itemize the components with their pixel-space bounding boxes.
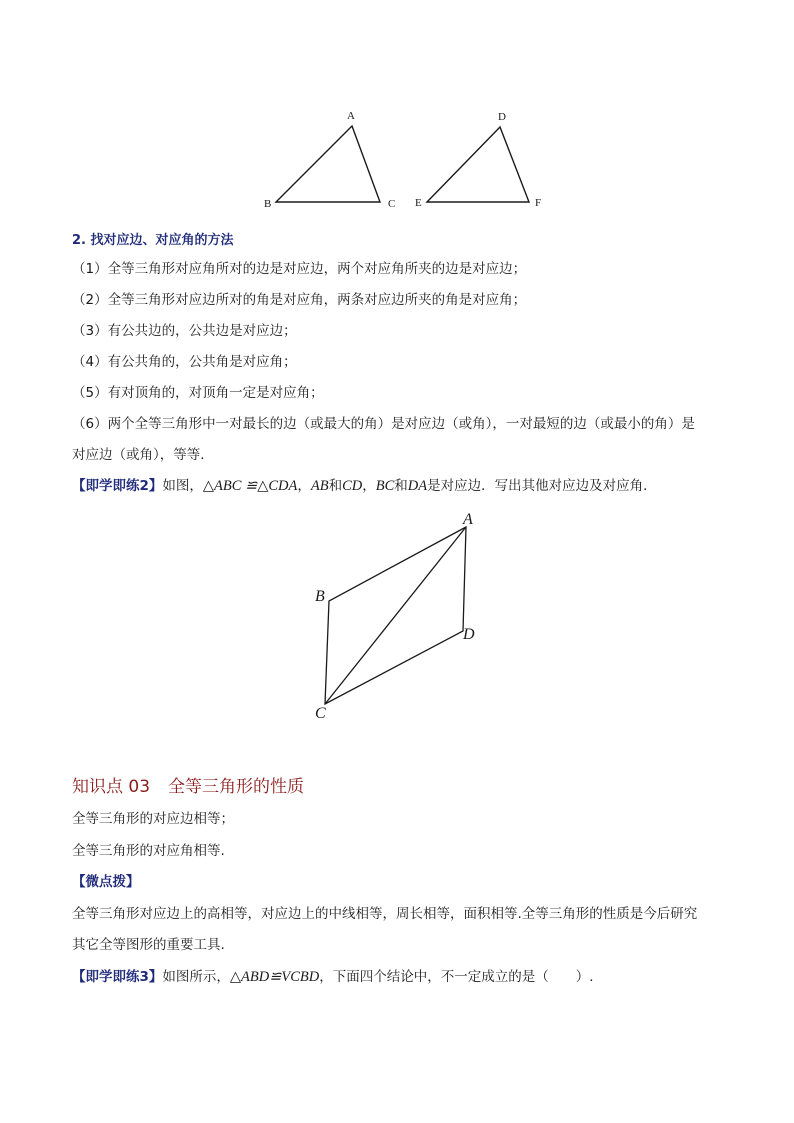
property-2: 全等三角形的对应角相等. [72, 843, 225, 859]
property-1: 全等三角形的对应边相等； [72, 811, 234, 827]
method-heading: 2. 找对应边、对应角的方法 [72, 233, 234, 248]
congruence-statement: △ABC ≌△CDA [202, 478, 298, 494]
triangle-def [427, 127, 529, 202]
label-e: E [415, 197, 422, 209]
triangle-abc [276, 126, 380, 202]
section-number: 知识点 03 [72, 777, 151, 797]
exercise-3-tag: 【即学即练3】 [72, 969, 163, 985]
exercise-3: 【即学即练3】如图所示，△ABD≌VCBD，下面四个结论中，不一定成立的是（ ）. [72, 969, 594, 985]
diagonal-ac [325, 527, 466, 704]
label-d: D [498, 111, 506, 123]
label-f: F [535, 197, 542, 209]
method-item-6-cont: 对应边（或角），等等. [72, 447, 205, 463]
congruence-statement: △ABD≌VCBD [229, 969, 320, 985]
method-item-2: （2）全等三角形对应边所对的角是对应角，两条对应边所夹的角是对应角； [72, 292, 527, 308]
label-b: B [264, 198, 272, 210]
quadrilateral-figure [305, 505, 495, 730]
tip-tag: 【微点拨】 [72, 874, 140, 890]
congruent-triangles-figure [255, 105, 555, 215]
label-a: A [463, 511, 473, 528]
method-item-3: （3）有公共边的，公共边是对应边； [72, 323, 297, 339]
tip-line-2: 其它全等图形的重要工具. [72, 937, 225, 953]
tip-line-1: 全等三角形对应边上的高相等，对应边上的中线相等，周长相等，面积相等.全等三角形的性质是今后研究 [72, 906, 698, 922]
method-item-4: （4）有公共角的，公共角是对应角； [72, 354, 297, 370]
exercise-2-tag: 【即学即练2】 [72, 478, 163, 494]
label-c: C [315, 705, 326, 722]
label-b: B [315, 588, 325, 605]
exercise-2: 【即学即练2】如图，△ABC ≌△CDA，AB和CD，BC和DA是对应边．写出其他对应边及对应角． [72, 478, 657, 494]
label-a: A [347, 110, 355, 122]
method-item-1: （1）全等三角形对应角所对的边是对应边，两个对应角所夹的边是对应边； [72, 261, 527, 277]
method-item-5: （5）有对顶角的，对顶角一定是对应角； [72, 385, 324, 401]
section-name: 全等三角形的性质 [168, 777, 305, 797]
method-item-6: （6）两个全等三角形中一对最长的边（或最大的角）是对应边（或角），一对最短的边（或最小的角）是 [72, 416, 695, 432]
label-c: C [388, 198, 396, 210]
label-d: D [463, 626, 475, 643]
section-title [72, 772, 304, 797]
